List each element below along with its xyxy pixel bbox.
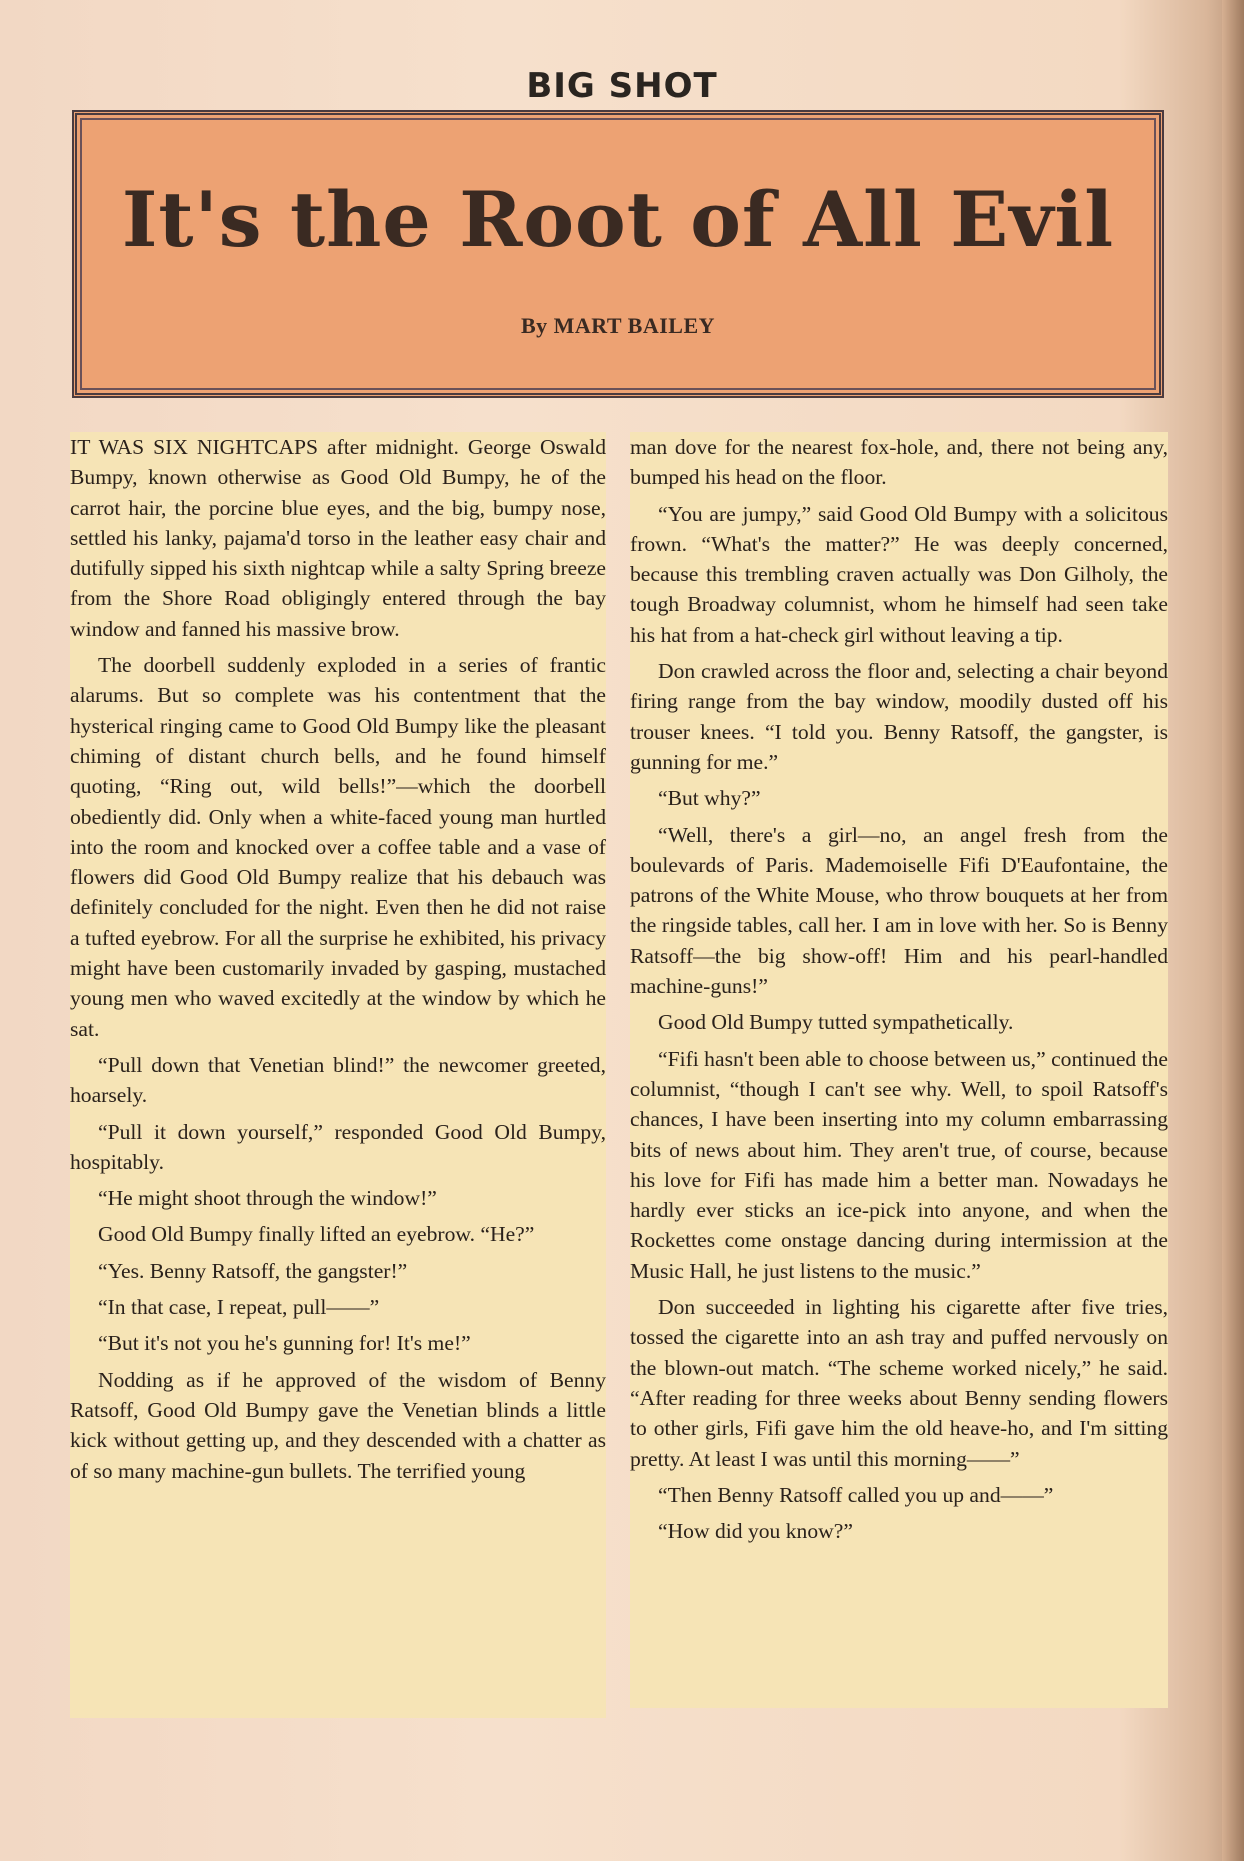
paragraph: Nodding as if he approved of the wisdom of Benny Ratsoff, Good Old Bumpy gave the Venetian blinds a little kick without getting up, and they descended with a chatter as of so many machine-gun bullets. The terrified young xyxy=(70,1367,606,1483)
paragraph: “You are jumpy,” said Good Old Bumpy with a solicitous frown. “What's the matter?” He was deeply concerned, because this trembling craven actually was Don Gilholy, the tough Broadway columnist, whom he himself had seen take his hat from a hat-check girl without leaving a tip. xyxy=(630,501,1168,647)
paragraph: “Fifi hasn't been able to choose between us,” continued the columnist, “though I can't see why. Well, to spoil Ratsoff's chances, I have been inserting into my column embarrassing bits of news about him. They aren't true, of course, because his love for Fifi has made him a better man. Nowadays he hardly ever sticks an ice-pick into anyone, and when the Rockettes come onstage dancing during intermission at the Music Hall, he just listens to the music.” xyxy=(630,1046,1168,1283)
paragraph: “Pull it down yourself,” responded Good Old Bumpy, hospitably. xyxy=(70,1119,606,1174)
paragraph: “But why?” xyxy=(658,786,761,811)
paragraph: “Yes. Benny Ratsoff, the gangster!” xyxy=(98,1258,408,1283)
paragraph: Good Old Bumpy finally lifted an eyebrow. “He?” xyxy=(98,1222,535,1247)
running-title: BIG SHOT xyxy=(526,66,718,106)
story-title: It's the Root of All Evil xyxy=(121,175,1115,264)
paragraph: “He might shoot through the window!” xyxy=(98,1186,437,1211)
paragraph: Don succeeded in lighting his cigarette after five tries, tossed the cigarette into an ash tray and puffed nervously on the blown-out match. “The scheme worked nicely,” he said. “After reading for three weeks about Benny sending flowers to other girls, Fifi gave him the old heave-ho, and I'm sitting pretty. At least I was until this morning——” xyxy=(630,1295,1168,1471)
paragraph: “How did you know?” xyxy=(658,1519,853,1544)
paragraph: “In that case, I repeat, pull——” xyxy=(98,1295,380,1320)
page-spine-edge xyxy=(1222,0,1244,1861)
paragraph: The doorbell suddenly exploded in a series of frantic alarums. But so complete was his contentment that the hysterical ringing came to Good Old Bumpy like the pleasant chiming of distant church bells, and he found himself quoting, “Ring out, wild bells!”—which the doorbell obediently did. Only when a white-faced young man hurtled into the room and knocked over a coffee table and a vase of flowers did Good Old Bumpy realize that his debauch was definitely concluded for the night. Even then he did not raise a tufted eyebrow. For all the surprise he exhibited, his privacy might have been customarily invaded by gasping, mustached young men who waved excitedly at the window by which he sat. xyxy=(70,653,606,1041)
paragraph: man dove for the nearest fox-hole, and, there not being any, bumped his head on the floor. xyxy=(630,435,1168,490)
paragraph: “Pull down that Venetian blind!” the newcomer greeted, hoarsely. xyxy=(70,1052,606,1108)
right-text-column xyxy=(630,432,1168,1708)
paragraph: “But it's not you he's gunning for! It's me!” xyxy=(98,1331,471,1356)
paragraph: “Then Benny Ratsoff called you up and——” xyxy=(658,1482,1054,1507)
paragraph: Good Old Bumpy tutted sympathetically. xyxy=(658,1010,1014,1035)
paragraph: Don crawled across the floor and, selecting a chair beyond firing range from the bay window, moodily dusted off his trouser knees. “I told you. Benny Ratsoff, the gangster, is gunning for me.” xyxy=(630,659,1168,774)
title-panel xyxy=(72,110,1164,398)
story-byline: By MART BAILEY xyxy=(520,313,716,338)
paragraph: IT WAS SIX NIGHTCAPS after midnight. George Oswald Bumpy, known otherwise as Good Old Bumpy, he of the carrot hair, the porcine blue eyes, and the big, bumpy nose, settled his lanky, pajama'd torso in the leather easy chair and dutifully sipped his sixth nightcap while a salty Spring breeze from the Shore Road obligingly entered through the bay window and fanned his massive brow. xyxy=(70,435,606,641)
left-text-column xyxy=(70,432,606,1718)
paragraph: “Well, there's a girl—no, an angel fresh from the boulevards of Paris. Mademoiselle Fifi D'Eaufontaine, the patrons of the White Mouse, who throw bouquets at her from the ringside tables, call her. I am in love with her. So is Benny Ratsoff—the big show-off! Him and his pearl-handled machine-guns!” xyxy=(630,822,1168,999)
